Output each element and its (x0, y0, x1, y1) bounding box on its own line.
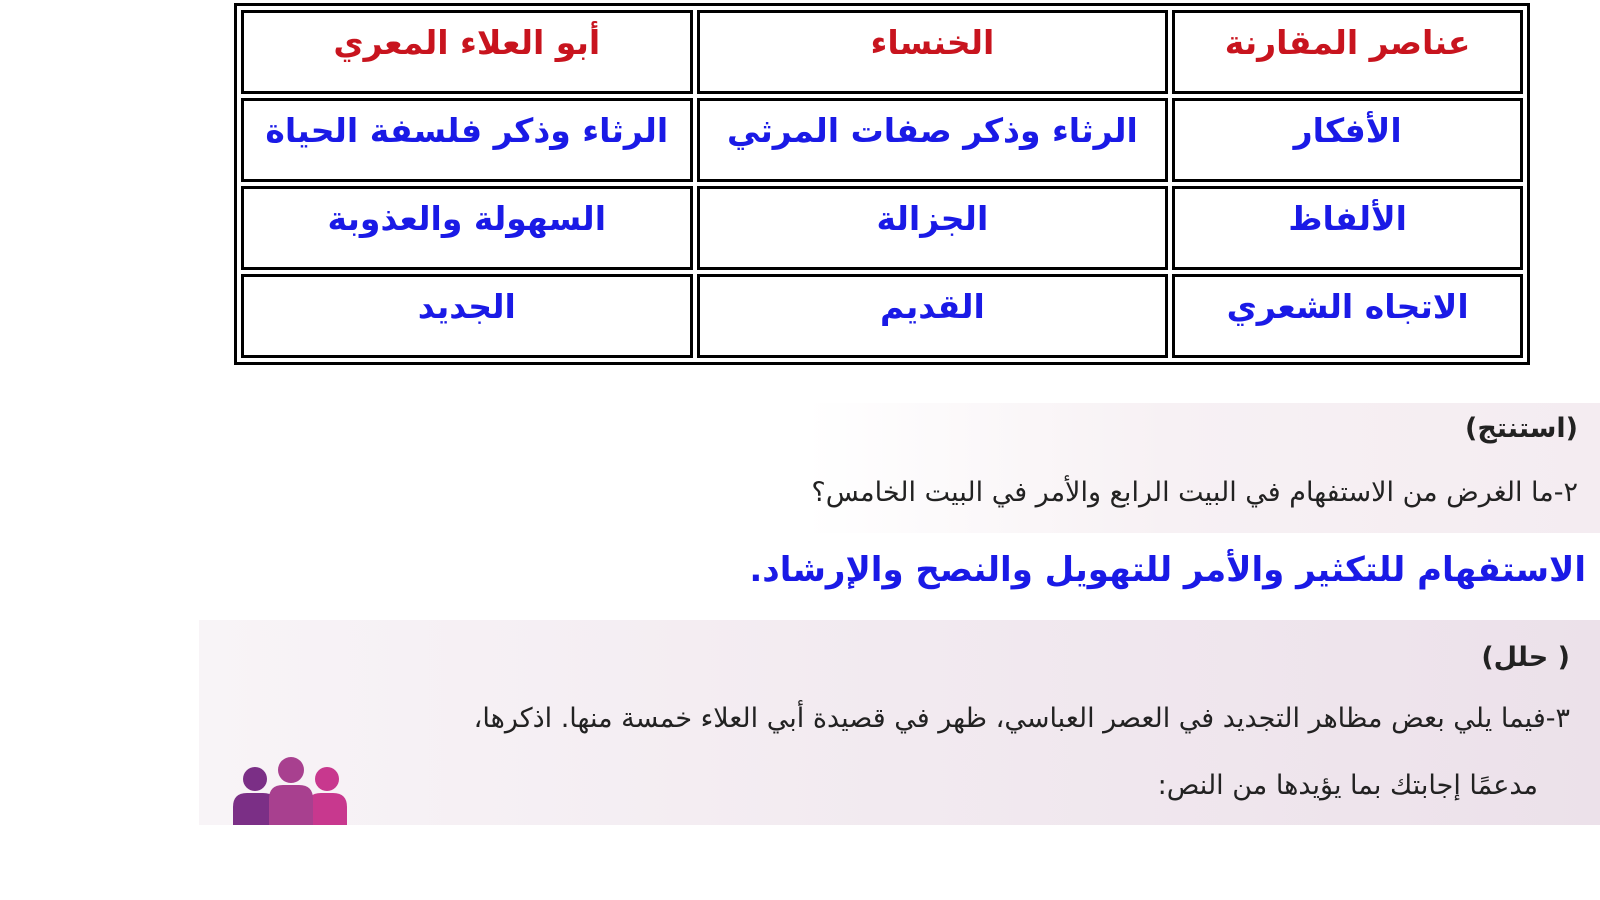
comparison-table (234, 3, 1530, 365)
header-cell-criteria: عناصر المقارنة (1172, 10, 1523, 94)
group-icon (233, 757, 351, 825)
question-2-tag: (حلل ) (1481, 642, 1570, 673)
table-cell: القديم (697, 274, 1169, 358)
table-cell: الألفاظ (1172, 186, 1523, 270)
question-2-text-line-1: ٣-فيما يلي بعض مظاهر التجديد في العصر العباسي، ظهر في قصيدة أبي العلاء خمسة منها. اذكرها، (473, 703, 1570, 734)
table-cell: الرثاء وذكر صفات المرثي (697, 98, 1169, 182)
header-cell-khansa: الخنساء (697, 10, 1169, 94)
header-cell-maarri: أبو العلاء المعري (241, 10, 693, 94)
table-row (241, 274, 1523, 358)
question-1-text: ٢-ما الغرض من الاستفهام في البيت الرابع والأمر في البيت الخامس؟ (811, 477, 1578, 508)
table-row (241, 98, 1523, 182)
table-cell: الرثاء وذكر فلسفة الحياة (241, 98, 693, 182)
table-cell: الجديد (241, 274, 693, 358)
table-cell: الأفكار (1172, 98, 1523, 182)
table-cell: الاتجاه الشعري (1172, 274, 1523, 358)
table-cell: الجزالة (697, 186, 1169, 270)
answer-1: الاستفهام للتكثير والأمر للتهويل والنصح والإرشاد. (749, 550, 1586, 590)
table-cell: السهولة والعذوبة (241, 186, 693, 270)
question-2-text-line-2: مدعمًا إجابتك بما يؤيدها من النص: (1157, 770, 1538, 801)
question-1-tag: (استنتج) (1464, 413, 1578, 444)
table-row (241, 186, 1523, 270)
table-header-row (241, 10, 1523, 94)
